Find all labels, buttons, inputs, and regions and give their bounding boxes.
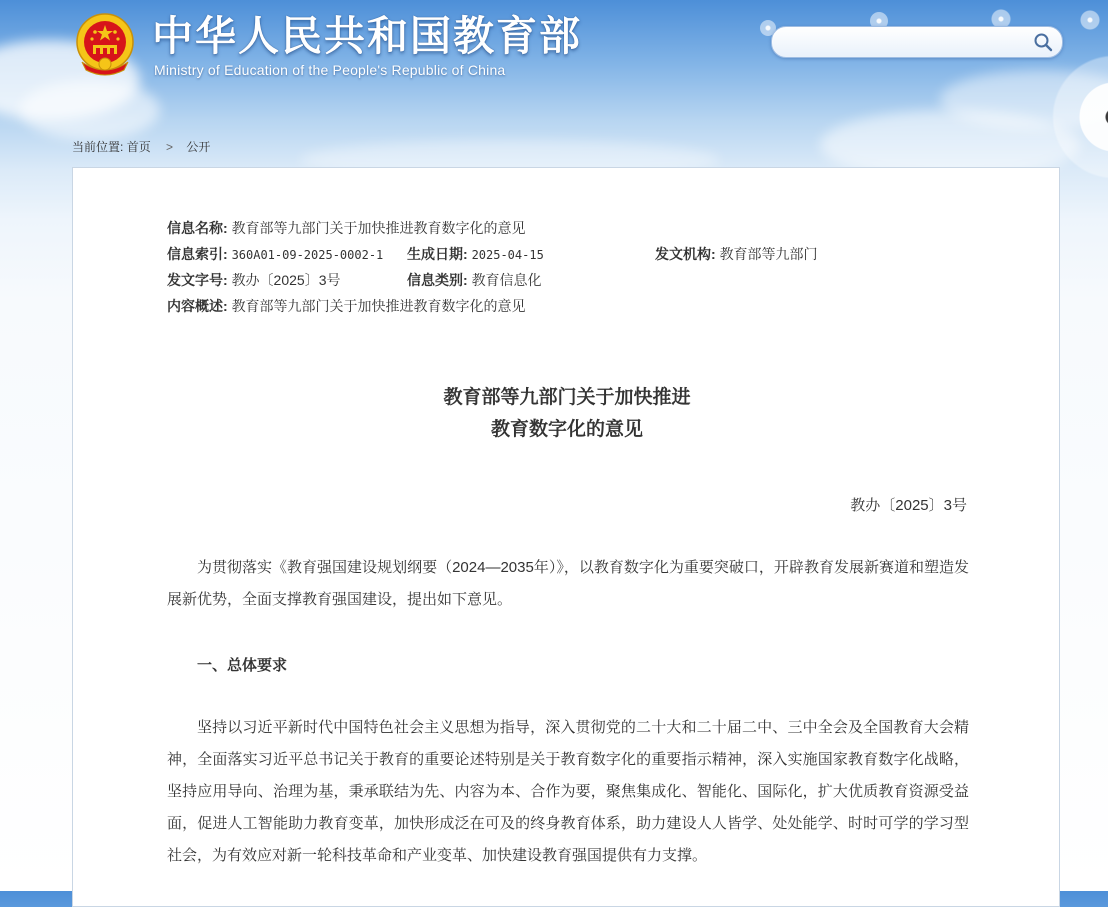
meta-row-org (655, 244, 818, 264)
meta-row-docno (167, 270, 341, 290)
meta-name-value: 教育部等九部门关于加快推进教育数字化的意见 (231, 220, 526, 236)
meta-row-name (167, 218, 526, 238)
meta-index-value: 360A01-09-2025-0002-1 (231, 248, 384, 262)
national-emblem-icon[interactable] (74, 12, 136, 78)
breadcrumb-current-link[interactable]: 公开 (186, 140, 211, 154)
document-title-line2: 教育数字化的意见 (490, 419, 643, 440)
content-panel (72, 167, 1060, 907)
breadcrumb-home-link[interactable]: 首页 (126, 140, 151, 154)
meta-row-index (167, 244, 383, 264)
meta-name-label: 信息名称: (167, 220, 228, 236)
meta-org-label: 发文机构: (655, 246, 716, 262)
site-subtitle: Ministry of Education of the People's Republic of China (154, 62, 506, 78)
meta-row-category (407, 270, 542, 290)
meta-index-label: 信息索引: (167, 246, 228, 262)
meta-date-label: 生成日期: (407, 246, 468, 262)
meta-category-value: 教育信息化 (471, 272, 542, 288)
meta-org-value: 教育部等九部门 (719, 246, 818, 262)
cloud-decoration (20, 80, 160, 140)
meta-date-value: 2025-04-15 (471, 248, 544, 262)
breadcrumb (72, 138, 210, 155)
meta-docno-label: 发文字号: (167, 272, 228, 288)
meta-row-date (407, 244, 544, 264)
search-box (771, 26, 1063, 58)
meta-docno-value: 教办〔2025〕3号 (231, 272, 341, 288)
dandelion-seed-decoration (1080, 10, 1100, 30)
meta-row-summary (167, 296, 526, 316)
search-input[interactable] (784, 32, 1028, 54)
breadcrumb-prefix: 当前位置: (72, 140, 124, 154)
document-paragraph: 为贯彻落实《教育强国建设规划纲要（2024—2035年）》，以教育数字化为重要突破口，开辟教育发展新赛道和塑造发展新优势，全面支撑教育强国建设，提出如下意见。 (167, 559, 969, 608)
document-title-line1: 教育部等九部门关于加快推进 (443, 387, 691, 408)
document-paragraph: 坚持以习近平新时代中国特色社会主义思想为指导，深入贯彻党的二十大和二十届二中、三中全会及全国教育大会精神，全面落实习近平总书记关于教育的重要论述特别是关于教育数字化的重要指示精神，深入实施国家教育数字化战略，坚持应用导向、治理为基，秉承联结为先、内容为本、合作为要，聚焦集成化、智能化、国际化，扩大优质教育资源受益面，促进人工智能助力教育变革，加快形成泛在可及的终身教育体系，助力建设人人皆学、处处能学、时时可学的学习型社会，为有效应对新一轮科技革命和产业变革、加快建设教育强国提供有力支撑。 (167, 719, 969, 864)
site-title[interactable]: 中华人民共和国教育部 (152, 12, 582, 60)
meta-summary-label: 内容概述: (167, 298, 228, 314)
document-title (73, 382, 1061, 446)
breadcrumb-separator: > (166, 140, 174, 154)
document-number: 教办〔2025〕3号 (850, 497, 967, 514)
meta-summary-value: 教育部等九部门关于加快推进教育数字化的意见 (231, 298, 526, 314)
meta-category-label: 信息类别: (407, 272, 468, 288)
section-heading: 一、总体要求 (197, 657, 288, 674)
search-icon[interactable] (1032, 31, 1054, 53)
